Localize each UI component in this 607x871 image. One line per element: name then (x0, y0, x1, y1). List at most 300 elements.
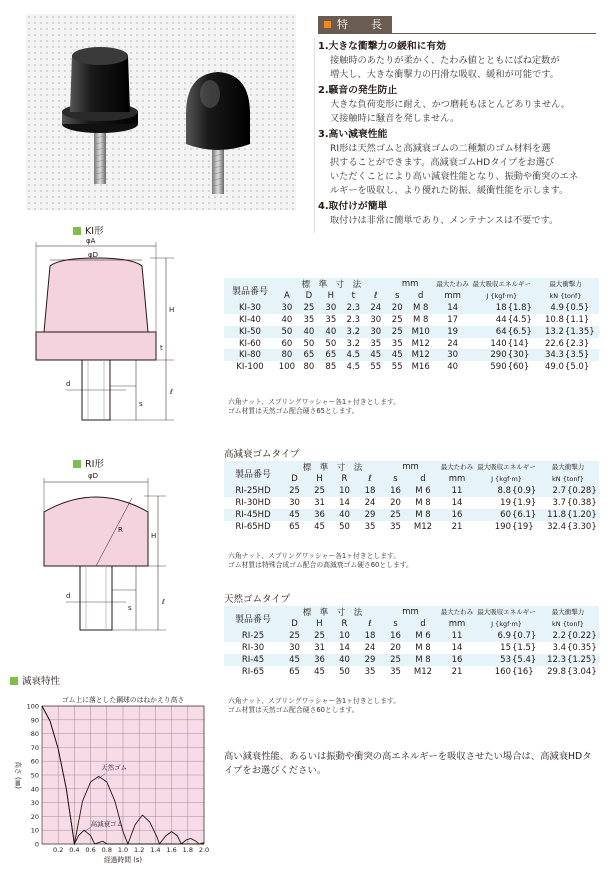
table-cell: M 8 (415, 509, 431, 520)
nr-col-force: 最大衝撃力 (551, 608, 585, 617)
table-cell: 10.8 (544, 314, 564, 325)
column-header-unit: kN {tonf} (552, 620, 584, 629)
table-cell: {16} (512, 666, 534, 677)
table-cell: 18 (495, 303, 507, 314)
table-cell: 18 (364, 486, 376, 497)
table-cell: KI-30 (238, 303, 261, 314)
table-cell: 11.8 (547, 509, 566, 520)
table-cell: 160 (494, 666, 511, 677)
table-cell: {0.7} (512, 631, 537, 642)
table-cell: 31 (314, 497, 325, 508)
feature-body-line: RI形は天然ゴムと高減衰ゴムの二種類のゴム材料を選 (330, 143, 551, 154)
ki-col-energy: 最大吸収エネルギー (472, 280, 532, 289)
table-cell: 15 (500, 642, 511, 653)
table-cell: 22.6 (544, 338, 564, 349)
hd-col-mm: mm (402, 462, 419, 473)
table-cell: 4.5 (346, 350, 361, 361)
table-cell: 20 (391, 303, 403, 314)
x-tick-label: 1.2 (134, 846, 145, 854)
table-cell: 6.9 (497, 631, 511, 642)
table-cell: 60 (500, 509, 511, 520)
column-header: H (327, 291, 335, 302)
table-cell: 29.8 (547, 666, 566, 677)
y-tick-label: 80 (30, 730, 39, 739)
green-square-icon (10, 677, 18, 685)
table-cell: RI-30 (241, 642, 265, 653)
product-photo (26, 14, 296, 210)
ki-dim-d: d (66, 380, 71, 388)
green-square-icon (73, 227, 81, 235)
table-cell: 30 (447, 350, 459, 361)
table-cell: 16 (451, 509, 463, 520)
note-line: 六角ナット、スプリングワッシャー各1ヶ付きとします。 (228, 552, 401, 560)
table-cell: RI-45 (241, 654, 265, 665)
table-cell: 50 (303, 338, 315, 349)
y-tick-label: 20 (30, 812, 39, 821)
table-cell: 8.8 (497, 486, 511, 497)
table-row (224, 654, 599, 666)
table-cell: 19 (500, 497, 511, 508)
ki-dim-t: t (160, 344, 163, 352)
column-header-unit: J {kgf·m} (486, 292, 518, 301)
table-cell: 50 (281, 326, 293, 337)
series-label-hd: 高減衰ゴム (90, 820, 124, 829)
column-header: s (393, 619, 398, 630)
feature-title: 2.騒音の発生防止 (318, 85, 398, 96)
table-cell: M 8 (412, 314, 429, 325)
table-cell: 30 (281, 303, 293, 314)
table-cell: 30 (370, 314, 382, 325)
note-line: ゴム材質は天然ゴム配合硬さ60とします。 (228, 706, 359, 714)
feature-body-line: ルギーを吸収し、より優れた防振、緩衝性能を示します。 (330, 185, 569, 196)
table-cell: 50 (339, 521, 350, 532)
table-cell: 16 (390, 486, 401, 497)
table-cell: 11 (451, 631, 463, 642)
table-cell: 35 (370, 338, 382, 349)
table-cell: 25 (289, 486, 300, 497)
table-cell: 29 (364, 654, 376, 665)
note-line: ゴム材質は特殊合成ゴム配合の高減衰ゴム硬さ60とします。 (228, 561, 413, 569)
series-label-natural: 天然ゴム (101, 763, 128, 772)
column-header-unit: kN {tonf} (549, 292, 582, 301)
table-cell: 80 (303, 362, 315, 373)
table-cell: 18 (364, 631, 376, 642)
table-cell: 35 (364, 666, 376, 677)
table-cell: RI-30HD (235, 497, 271, 508)
table-cell: 14 (451, 497, 463, 508)
ki-col-defl: 最大たわみ (436, 280, 469, 289)
features-heading: 特 長 (318, 16, 392, 33)
column-header: R (341, 474, 348, 485)
table-cell: 30 (325, 303, 337, 314)
orange-square-icon (324, 21, 331, 28)
features-divider (314, 38, 315, 233)
table-cell: 36 (314, 509, 325, 520)
table-cell: 24 (447, 338, 459, 349)
table-cell: {3.5} (564, 350, 590, 361)
table-cell: 35 (390, 521, 401, 532)
table-cell: 65 (325, 350, 337, 361)
table-cell: 25 (314, 486, 325, 497)
table-cell: 40 (303, 326, 315, 337)
table-cell: 35 (390, 666, 401, 677)
table-cell: 30 (289, 497, 300, 508)
table-cell: M 8 (415, 642, 431, 653)
table-cell: 24 (364, 497, 376, 508)
table-cell: 65 (289, 666, 300, 677)
hd-spec-table (224, 461, 599, 532)
nr-col-energy: 最大吸収エネルギー (477, 608, 536, 617)
table-cell: {3.30} (567, 521, 597, 532)
table-cell: 290 (490, 350, 507, 361)
table-cell: 11 (451, 486, 463, 497)
table-cell: 16 (390, 631, 401, 642)
table-cell: 10 (339, 486, 350, 497)
table-cell: 25 (390, 654, 401, 665)
table-cell: M12 (413, 666, 433, 677)
ki-dim-l: ℓ (170, 388, 173, 396)
table-cell: {14} (507, 338, 530, 349)
feature-body-line: 又接触時に騒音を発しません。 (330, 113, 460, 124)
table-cell: 35 (303, 314, 315, 325)
table-cell: RI-65HD (235, 521, 271, 532)
table-cell: 3.2 (346, 326, 361, 337)
table-cell: M 8 (415, 497, 431, 508)
features-list (318, 38, 600, 228)
table-cell: {1.9} (512, 497, 537, 508)
table-cell: RI-25 (241, 631, 265, 642)
column-header: ℓ (374, 291, 378, 302)
table-cell: {1.5} (512, 642, 537, 653)
x-tick-label: 0.2 (53, 846, 64, 854)
table-cell: RI-65 (241, 666, 265, 677)
feature-body-line: 択することができます。高減衰ゴムHDタイプをお選び (330, 157, 555, 168)
table-cell: 40 (447, 362, 459, 373)
hd-notes (228, 552, 413, 570)
x-tick-label: 1.6 (166, 846, 177, 854)
hd-col-energy: 最大吸収エネルギー (477, 463, 536, 472)
feature-title: 1.大きな衝撃力の緩和に有効 (318, 41, 447, 52)
y-tick-label: 50 (30, 771, 39, 780)
nr-spec-table (224, 606, 599, 677)
column-header: d (417, 291, 424, 302)
table-cell: RI-25HD (235, 486, 271, 497)
table-cell: {1.8} (507, 303, 532, 314)
y-tick-label: 0 (34, 840, 39, 849)
table-cell: {0.38} (567, 497, 597, 508)
table-cell: 40 (281, 314, 293, 325)
table-cell: 2.2 (552, 631, 566, 642)
table-cell: 35 (364, 521, 376, 532)
green-square-icon (73, 460, 81, 468)
table-row (224, 302, 599, 314)
y-tick-label: 10 (30, 826, 39, 835)
table-cell: {6.1} (512, 509, 537, 520)
table-cell: M12 (411, 350, 430, 361)
table-cell: {4.5} (507, 314, 532, 325)
table-cell: {2.3} (564, 338, 590, 349)
note-line: ゴム材質は天然ゴム配合硬さ65とします。 (228, 407, 359, 415)
table-cell: 45 (314, 521, 325, 532)
table-cell: 40 (339, 509, 350, 520)
table-row (224, 521, 599, 533)
table-cell: 19 (447, 326, 459, 337)
y-tick-label: 30 (30, 799, 39, 808)
ki-dim-s: s (139, 400, 143, 408)
y-axis-label: 高さ (㎜) (14, 761, 22, 789)
feature-body-line: 大きな負荷変形に耐え、かつ磨耗もほとんどありません。 (330, 99, 570, 110)
ri-dim-d: d (66, 592, 71, 600)
ri-dim-l: ℓ (162, 598, 165, 606)
column-header: ℓ (368, 474, 372, 485)
table-row (224, 361, 599, 373)
table-cell: {6.5} (507, 326, 532, 337)
column-header-unit: mm (444, 291, 461, 302)
table-cell: 590 (490, 362, 507, 373)
column-header: R (341, 619, 348, 630)
table-cell: 140 (490, 338, 507, 349)
table-cell: 25 (391, 326, 403, 337)
table-cell: 45 (370, 350, 382, 361)
hd-col-product: 製品番号 (234, 469, 271, 480)
table-cell: 24 (364, 642, 376, 653)
ri-dim-R: R (118, 526, 123, 534)
table-cell: 17 (447, 314, 459, 325)
nr-col-defl: 最大たわみ (440, 608, 474, 617)
table-cell: M 6 (415, 486, 431, 497)
column-header-unit: mm (448, 619, 466, 630)
table-cell: 25 (303, 303, 315, 314)
nr-notes (228, 697, 400, 715)
table-cell: 16 (451, 654, 463, 665)
x-tick-label: 1.8 (182, 846, 193, 854)
ki-spec-table (224, 278, 599, 373)
feature-body-line: 増大し、大きな衝撃力の円滑な吸収、緩和が可能です。 (330, 69, 559, 80)
table-cell: 4.9 (550, 303, 564, 314)
column-header: s (393, 474, 398, 485)
table-cell: 2.3 (346, 303, 361, 314)
table-cell: 14 (451, 642, 463, 653)
table-cell: 60 (281, 338, 293, 349)
table-cell: 36 (314, 654, 325, 665)
damping-chart (4, 690, 216, 866)
table-cell: 45 (289, 654, 300, 665)
column-header-unit: kN {tonf} (552, 475, 584, 484)
table-cell: 100 (278, 362, 296, 373)
table-cell: 20 (390, 497, 401, 508)
table-cell: 65 (303, 350, 315, 361)
table-cell: 34.3 (544, 350, 564, 361)
table-cell: 25 (390, 509, 401, 520)
table-cell: 20 (390, 642, 401, 653)
hd-col-std: 標 準 寸 法 (302, 463, 363, 474)
table-cell: KI-40 (238, 314, 261, 325)
table-cell: 55 (370, 362, 382, 373)
damping-footer-text: 高い減衰性能、あるいは振動や衝突の高エネルギーを吸収させたい場合は、高減衰HDタ イプをお選びください。 (224, 751, 592, 776)
column-header: D (291, 474, 298, 485)
table-cell: KI-80 (238, 350, 261, 361)
table-cell: {0.22} (567, 631, 597, 642)
hd-heading: 高減衰ゴムタイプ (224, 449, 300, 460)
table-cell: {3.04} (567, 666, 597, 677)
table-cell: 40 (325, 326, 337, 337)
nr-heading: 天然ゴムタイプ (224, 594, 291, 605)
column-header: D (291, 619, 298, 630)
column-header: A (284, 291, 290, 302)
nr-col-product: 製品番号 (234, 614, 271, 625)
hd-col-force: 最大衝撃力 (551, 463, 585, 472)
ki-col-force: 最大衝撃力 (549, 280, 582, 289)
ki-col-std: 標 準 寸 法 (301, 280, 362, 291)
chart-title: ゴム上に落とした鋼球のはねかえり高さ (61, 696, 185, 704)
table-cell: M 8 (415, 654, 431, 665)
note-line: 六角ナット、スプリングワッシャー各1ヶ付きとします。 (228, 697, 401, 705)
column-header: d (420, 619, 426, 630)
table-cell: {0.9} (512, 486, 537, 497)
nr-col-std: 標 準 寸 法 (302, 608, 363, 619)
table-cell: 44 (495, 314, 507, 325)
table-cell: KI-50 (238, 326, 261, 337)
table-cell: 45 (289, 509, 300, 520)
damping-heading: 減衰特性 (10, 673, 60, 687)
table-cell: 13.2 (544, 326, 564, 337)
note-line: 六角ナット、スプリングワッシャー各1ヶ付きとします。 (228, 398, 401, 406)
table-cell: 53 (500, 654, 511, 665)
table-cell: 35 (325, 314, 337, 325)
table-cell: {0.28} (567, 486, 597, 497)
table-cell: 50 (325, 338, 337, 349)
table-row (224, 642, 599, 654)
y-tick-label: 100 (26, 702, 39, 711)
ki-col-mm: mm (401, 279, 419, 290)
column-header-unit: J {kgf·m} (491, 620, 522, 629)
table-cell: 21 (451, 666, 463, 677)
ki-notes (228, 398, 400, 416)
y-tick-label: 90 (30, 716, 39, 725)
y-tick-label: 40 (30, 785, 39, 794)
x-tick-label: 0.4 (69, 846, 80, 854)
table-cell: 80 (281, 350, 293, 361)
x-tick-label: 0.6 (85, 846, 96, 854)
table-cell: 21 (451, 521, 463, 532)
table-cell: {0.35} (567, 642, 597, 653)
table-cell: 30 (289, 642, 300, 653)
x-axis-label: 経過時間 (s) (103, 856, 143, 864)
table-cell: {19} (512, 521, 534, 532)
table-cell: {60} (507, 362, 530, 373)
ri-heading: RI形 (73, 456, 104, 470)
ki-drawing (26, 236, 206, 436)
table-cell: 85 (325, 362, 337, 373)
table-cell: 35 (391, 338, 403, 349)
feature-title: 3.高い減衰性能 (318, 129, 388, 140)
table-cell: {0.5} (564, 303, 590, 314)
nr-col-mm: mm (402, 607, 419, 618)
table-cell: {1.35} (564, 326, 595, 337)
table-cell: 25 (391, 314, 403, 325)
table-row (224, 497, 599, 509)
table-cell: 14 (339, 642, 350, 653)
table-cell: 24 (370, 303, 382, 314)
table-cell: 12.3 (547, 654, 566, 665)
table-row (224, 349, 599, 361)
ki-dim-phiD: φD (88, 251, 99, 259)
table-cell: {1.1} (564, 314, 590, 325)
table-cell: M 6 (415, 631, 431, 642)
table-cell: 45 (391, 350, 403, 361)
table-cell: 29 (364, 509, 376, 520)
ri-dim-H: H (151, 532, 157, 540)
table-cell: {5.0} (564, 362, 590, 373)
table-cell: M12 (413, 521, 433, 532)
feature-title: 4.取付けが簡単 (318, 201, 388, 212)
column-header: ℓ (368, 619, 372, 630)
table-cell: M16 (411, 362, 430, 373)
hd-col-defl: 最大たわみ (440, 463, 474, 472)
table-cell: KI-60 (238, 338, 261, 349)
table-cell: 3.4 (552, 642, 566, 653)
table-cell: 10 (339, 631, 350, 642)
table-cell: 4.5 (346, 362, 361, 373)
x-tick-label: 1.4 (150, 846, 161, 854)
column-header: D (305, 291, 313, 302)
ri-drawing (26, 468, 206, 640)
table-cell: M 8 (412, 303, 429, 314)
table-cell: 45 (314, 666, 325, 677)
ki-dim-phiA: φA (86, 237, 96, 245)
table-cell: 55 (391, 362, 403, 373)
table-row (224, 338, 599, 350)
table-row (224, 666, 599, 678)
table-cell: M12 (411, 338, 430, 349)
column-header: d (420, 474, 426, 485)
table-cell: 40 (339, 654, 350, 665)
ri-dim-s: s (128, 604, 132, 612)
x-tick-label: 2.0 (198, 846, 210, 854)
table-cell: 64 (495, 326, 507, 337)
table-cell: {5.4} (512, 654, 537, 665)
table-cell: {1.25} (567, 654, 597, 665)
ki-dim-H: H (169, 306, 175, 314)
table-cell: {30} (507, 350, 530, 361)
column-header: t (351, 291, 355, 302)
table-cell: 25 (289, 631, 300, 642)
table-cell: 2.3 (346, 314, 361, 325)
ki-col-product: 製品番号 (231, 286, 268, 297)
table-cell: 65 (289, 521, 300, 532)
y-tick-label: 70 (30, 743, 39, 752)
ri-dim-phiD: φD (88, 472, 99, 480)
table-cell: {1.20} (567, 509, 597, 520)
table-cell: RI-45HD (235, 509, 271, 520)
table-cell: 3.2 (346, 338, 361, 349)
table-cell: 50 (339, 666, 350, 677)
table-row (224, 630, 599, 642)
column-header-unit: J {kgf·m} (491, 475, 522, 484)
table-cell: KI-100 (236, 362, 264, 373)
x-tick-label: 1.0 (117, 846, 129, 854)
table-row (224, 326, 599, 338)
table-cell: 3.7 (552, 497, 566, 508)
table-cell: 2.7 (552, 486, 566, 497)
column-header-unit: mm (448, 474, 466, 485)
table-row (224, 314, 599, 326)
table-cell: 14 (447, 303, 459, 314)
column-header: s (394, 291, 400, 302)
column-header: H (316, 619, 323, 630)
table-cell: 49.0 (544, 362, 564, 373)
table-cell: 190 (494, 521, 511, 532)
